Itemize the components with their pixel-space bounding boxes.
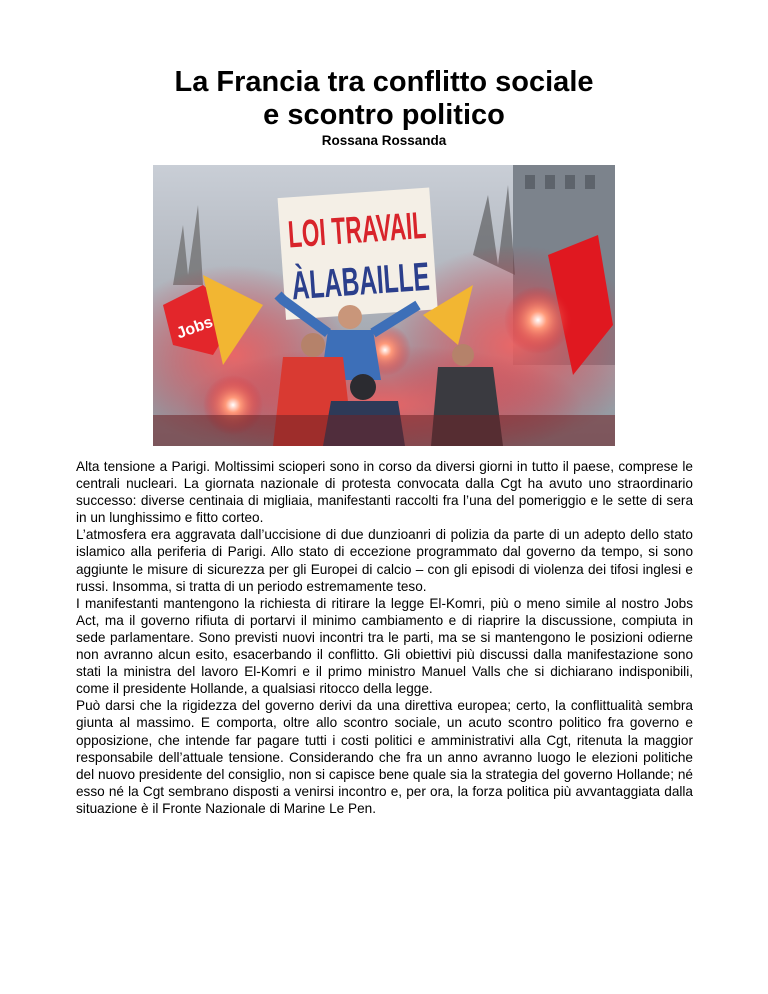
title-line-1: La Francia tra conflitto sociale — [174, 66, 594, 98]
protest-photo — [153, 165, 615, 446]
sign-line-1: LOI TRAVAIL — [286, 198, 522, 257]
title-line-2: e scontro politico — [263, 99, 505, 131]
body-paragraph: I manifestanti mantengono la richiesta di ritirare la legge El-Komri, più o meno simile al nostro Jobs Act, ma il governo rifiuta di portarvi il minimo cambiamento e di riaprire la discussione, compiuta in sede parlamentare. Sono previsti nuovi incontri tra le parti, ma se si mantengono le posizioni odierne non avranno alcun esito, esacerbando il conflitto. Gli obiettivi più discussi dalla manifestazione sono stati la ministra del lavoro El-Komri e il primo ministro Manuel Valls che si dichiarano indisponibili, come il presidente Hollande, a qualsiasi ritocco della legge. — [76, 595, 693, 697]
flag-text: Jobs — [174, 313, 216, 343]
protest-photo-illustration — [153, 165, 615, 446]
article-title — [0, 66, 768, 132]
protest-sign — [278, 188, 522, 320]
body-paragraph: L’atmosfera era aggravata dall’uccisione di due dunzioanri di polizia da parte di un adepto dello stato islamico alla periferia di Parigi. Allo stato di eccezione programmato dal governo da tempo, si sono aggiunte le misure di sicurezza per gli Europei di calcio – con gli episodi di violenza dei tifosi inglesi e russi. Insomma, si tratta di un periodo estremamente teso. — [76, 527, 693, 594]
sign-line-2: ÀLABAILLE — [290, 248, 520, 309]
body-paragraph: Può darsi che la rigidezza del governo derivi da una direttiva europea; certo, la conflittualità sembra giunta al massimo. E comporta, oltre allo scontro sociale, un acuto scontro politico fra governo e opposizione, che intende far pagare tutti i costi politici e amministrativi alla Cgt, ritenuta la maggior responsabile dell’attuale tensione. Considerando che fra un anno avranno luogo le elezioni politiche del nuovo presidente del consiglio, non si capisce bene quale sia la strategia del governo Hollande; né esso né la Cgt sembrano disposti a venirsi incontro e, per ora, la forza politica più avvantaggiata dalla situazione è il Fronte Nazionale di Marine Le Pen. — [76, 698, 693, 816]
body-paragraph: Alta tensione a Parigi. Moltissimi scioperi sono in corso da diversi giorni in tutto il paese, comprese le centrali nucleari. La giornata nazionale di protesta convocata dalla Cgt ha avuto uno straordinario successo: diverse centinaia di migliaia, manifestanti raccolti fra l’una del pomeriggio e le sette di sera in un lunghissimo e fitto corteo. — [76, 459, 693, 526]
article-body — [76, 458, 693, 817]
author-byline: Rossana Rossanda — [321, 133, 447, 148]
